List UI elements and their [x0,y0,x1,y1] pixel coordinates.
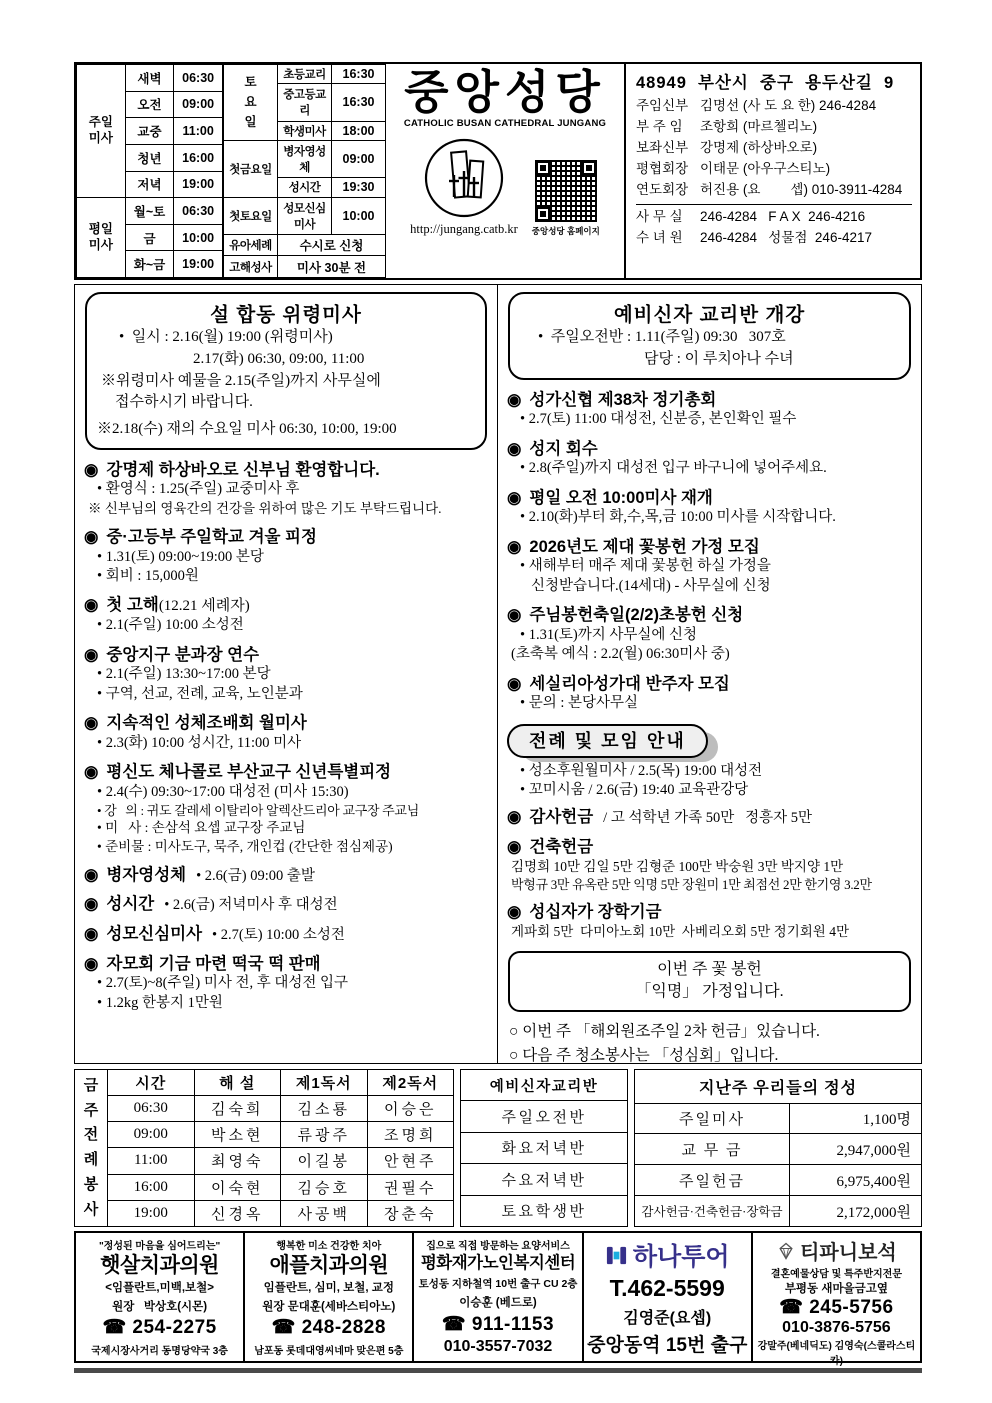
header [74,62,922,280]
announcement-item: ◉ 병자영성체 • 2.6(금) 09:00 출발 [84,865,315,884]
weekly-offering-table: 지난주 우리들의 정성 주일미사 1,100명 교 무 금 2,947,000원 주일헌금 6,975,400원 감사헌금·건축헌금·장학금 2,172,000원 [634,1069,922,1227]
announcement-item: ◉ 성지 회수 • 2.8(주일)까지 대성전 입구 바구니에 넣어주세요. [507,439,827,477]
announcement-item: ◉ 성모신심미사 • 2.7(토) 10:00 소성전 [84,924,345,943]
announcement-item: ◉ 강명제 하상바오로 신부님 환영합니다. • 환영식 : 1.25(주일) 교중미사 후 ※ 신부님의 영육간의 건강을 위하여 많은 기도 부탁드립니다. [84,460,442,516]
hanatour-logo-icon [605,1244,628,1267]
item-bullet-icon: ◉ [84,954,99,973]
ad-apple-dental: 행복한 미소 건강한 치아 애플치과의원 임플란트, 심미, 보철, 교정 원장 문대훈(세바스티아노) ☎ 248-2828 남포동 롯데대영씨네마 맞은편 5층 [245,1233,414,1361]
announcement-item: ◉ 평일 오전 10:00미사 재개 • 2.10(화)부터 화,수,목,금 10:00 미사를 시작합니다. [507,488,836,526]
phone-icon: ☎ 245-5756 [779,1297,894,1318]
church-address: 48949 부산시 중구 용두산길 9 [636,74,895,92]
announcement-item: ◉ 2026년도 제대 꽃봉헌 가정 모집 • 새해부터 매주 제대 꽃봉헌 하실 가정을 신청받습니다.(14세대) - 사무실에 신청 [507,537,771,594]
item-bullet-icon: ◉ [84,763,99,782]
qr-code [535,160,597,222]
meeting-line: • 꼬미시움 / 2.6(금) 19:40 교육관강당 [520,782,749,799]
contact-info: 48949 부산시 중구 용두산길 9 주임신부 김명선 (사 도 요 한) 246-4284 부 주 임 조항희 (마르첼리노) 보좌신부 강명제 (하상바오로) 평협회장 이태문 (아우구스티노) 연도회장 허진용 (요 셉) 010-3911-4284 사 무 실 246-4284 F A X 246-4216 수 녀 원 246-4284 성물점 246-4217 [624,64,920,278]
announcement-item: ◉ 평신도 체나콜로 부산교구 신년특별피정 • 2.4(수) 09:30~17:00 대성전 (미사 15:30) • 강 의 : 귀도 갈레세 이탈리아 알렉산드리아 교구장 주교님 • 미 사 : 손삼석 요셉 교구장 주교님 • 준비물 : 미사도구, 묵주, 개인컵 (간단한 점심제공) [84,763,419,854]
ad-haessal-dental: "정성된 마음을 심어드리는" 햇살치과의원 <임플란트,미백,보철> 원장 박상호(시몬) ☎ 254-2275 국제시장사거리 동명당약국 3층 [76,1233,245,1361]
announcements [74,284,922,1064]
sunday-weekday-schedule: 주일미사 새벽 06:30 오전 09:00 교중 11:00 청년 16:00 저녁 19:00 평일미사 월~토 06:30 금 10:00 화~금 19:00 [76,64,223,278]
announcement-item: ◉ 감사헌금 / 고 석학년 가족 50만 정흥자 5만 [507,808,813,827]
ad-pyeonghwa-senior-center: 집으로 직접 방문하는 요양서비스 평화재가노인복지센터 토성동 지하철역 10번 출구 CU 2층 이승훈 (베드로) ☎ 911-1153 010-3557-7032 [414,1233,583,1361]
announcement-item: ◉ 세실리아성가대 반주자 모집 • 문의 : 본당사무실 [507,674,730,712]
item-bullet-icon: ◉ [84,527,99,546]
first-saturday-label: 첫토요일 [224,197,278,234]
ad-hanatour: 하나투어 T.462-5599 김영준(요셉) 중앙동역 15번 출구 [584,1233,753,1361]
item-bullet-icon: ◉ [84,865,99,884]
phone-icon: ☎ 248-2828 [271,1317,386,1339]
announcement-item: ◉ 자모회 기금 마련 떡국 떡 판매 • 2.7(토)~8(주일) 미사 전, 후 대성전 입구 • 1.2kg 한봉지 1만원 [84,954,349,1011]
item-bullet-icon: ◉ [507,488,522,507]
special-schedule: 토요일 초등교리 16:30 중고등교리 16:30 학생미사 18:00 첫금요일 병자영성체 09:00 성시간 19:30 첫토요일 성모신심미사 10:00 유아세례 수시로 신청 고해성사 미사 30분 전 [223,64,386,278]
item-bullet-icon: ◉ [507,674,522,693]
liturgy-side-label: 금주전례봉사 [75,1070,108,1227]
lunar-memorial-mass-box: 설 합동 위령미사 • 일시 : 2.16(월) 19:00 (위령미사) 2.17(화) 06:30, 09:00, 11:00 ※위령미사 예물을 2.15(주일)까지 사무실에 접수하시기 바랍니다. ※2.18(수) 재의 수요일 미사 06:30, 10:00, 19:00 [85,292,487,450]
phone-icon: ☎ 911-1153 [441,1313,555,1335]
advertisements [74,1231,922,1367]
liturgy-meeting-banner: 전례 및 모임 안내 [507,724,912,758]
church-seal-logo [423,137,505,219]
announcement-item: ◉ 성가신협 제38차 정기총회 • 2.7(토) 11:00 대성전, 신분증, 본인확인 필수 [507,390,797,428]
announcement-item: ◉ 지속적인 성체조배회 월미사 • 2.3(화) 10:00 성시간, 11:00 미사 [84,713,307,751]
church-website-url[interactable]: http://jungang.catb.kr [410,222,518,237]
item-bullet-icon: ◉ [507,439,522,458]
item-bullet-icon: ◉ [507,808,522,827]
ad-tiffany-jewelry: 티파니보석 결혼예물상담 및 특주반지전문 부평동 새마을금고옆 ☎ 245-5756 010-3876-5756 강말주(베네딕도) 김영숙(스콜라스티카) [753,1233,920,1361]
diamond-icon [776,1241,796,1261]
weekly-notice: ○ 다음 주 청소봉사는 「성심회」입니다. [509,1046,779,1064]
flower-offering-box: 이번 주 꽃 봉헌 「익명」 가정입니다. [508,951,911,1012]
announcement-item: ◉ 성시간 • 2.6(금) 저녁미사 후 대성전 [84,895,338,914]
item-bullet-icon: ◉ [84,596,99,615]
item-bullet-icon: ◉ [507,390,522,409]
announcement-item: ◉ 성십자가 장학기금 게파회 5만 다미아노회 10만 사베리오회 5만 정기회원 4만 [507,903,849,939]
announcement-item: ◉ 건축헌금 김명희 10만 김일 5만 김형준 100만 박숭원 3만 박지양 1만 박형규 3만 유옥란 5만 익명 5만 장원미 1만 최점선 2만 한기영 3.2만 [507,838,872,892]
announcement-item: ◉ 주님봉헌축일(2/2)초봉헌 신청 • 1.31(토)까지 사무실에 신청 (초축복 예식 : 2.2(월) 06:30미사 중) [507,606,744,663]
announcement-item: ◉ 중앙지구 분과장 연수 • 2.1(주일) 13:30~17:00 본당 • 구역, 선교, 전례, 교육, 노인분과 [84,645,303,702]
item-bullet-icon: ◉ [507,903,522,922]
qr-caption: 중앙성당 홈페이지 [531,226,600,237]
page-bottom-rule [74,1368,922,1373]
saturday-label: 토요일 [224,65,278,141]
item-bullet-icon: ◉ [507,838,522,857]
announcement-item: ◉ 첫 고해(12.21 세례자) • 2.1(주일) 10:00 소성전 [84,596,250,634]
announcements-left-column [75,285,498,1063]
phone-icon: ☎ 254-2275 [102,1317,217,1339]
church-identity [386,64,624,278]
item-bullet-icon: ◉ [84,460,99,479]
item-bullet-icon: ◉ [84,895,99,914]
mass-schedule-table [76,64,386,278]
item-bullet-icon: ◉ [84,645,99,664]
church-name-english: CATHOLIC BUSAN CATHEDRAL JUNGANG [403,118,607,130]
weekly-notice: ○ 이번 주 「해외원조주일 2차 헌금」있습니다. [509,1022,820,1040]
infant-baptism-label: 유아세례 [224,234,278,256]
weekday-mass-label: 평일미사 [77,198,126,278]
item-bullet-icon: ◉ [507,537,522,556]
announcements-right-column [498,285,921,1063]
announcement-item: ◉ 중·고등부 주일학교 겨울 피정 • 1.31(토) 09:00~19:00 본당 • 회비 : 15,000원 [84,527,317,584]
first-friday-label: 첫금요일 [224,140,278,197]
meeting-line: • 성소후원월미사 / 2.5(목) 19:00 대성전 [520,762,763,779]
catechumen-classes-table: 예비신자교리반 주일오전반 화요저녁반 수요저녁반 토요학생반 [460,1069,628,1227]
church-name: 중앙성당 [404,66,606,118]
sunday-mass-label: 주일미사 [77,65,126,198]
item-bullet-icon: ◉ [507,606,522,625]
item-bullet-icon: ◉ [84,924,99,943]
confession-label: 고해성사 [224,256,278,278]
catechumen-class-box: 예비신자 교리반 개강 • 주일오전반 : 1.11(주일) 09:30 307호 담당 : 이 루치아나 수녀 [508,292,911,380]
liturgy-servers-table: 금주전례봉사 시간 해 설 제1독서 제2독서 06:30 김숙희 김소룡 이승은 09:00 박소현 류광주 조명희 11:00 최영숙 이길봉 안현주 16:00 이숙현 김승호 권필수 19:00 신경옥 사공백 장춘숙 [74,1069,454,1227]
item-bullet-icon: ◉ [84,713,99,732]
bottom-tables [74,1069,922,1227]
